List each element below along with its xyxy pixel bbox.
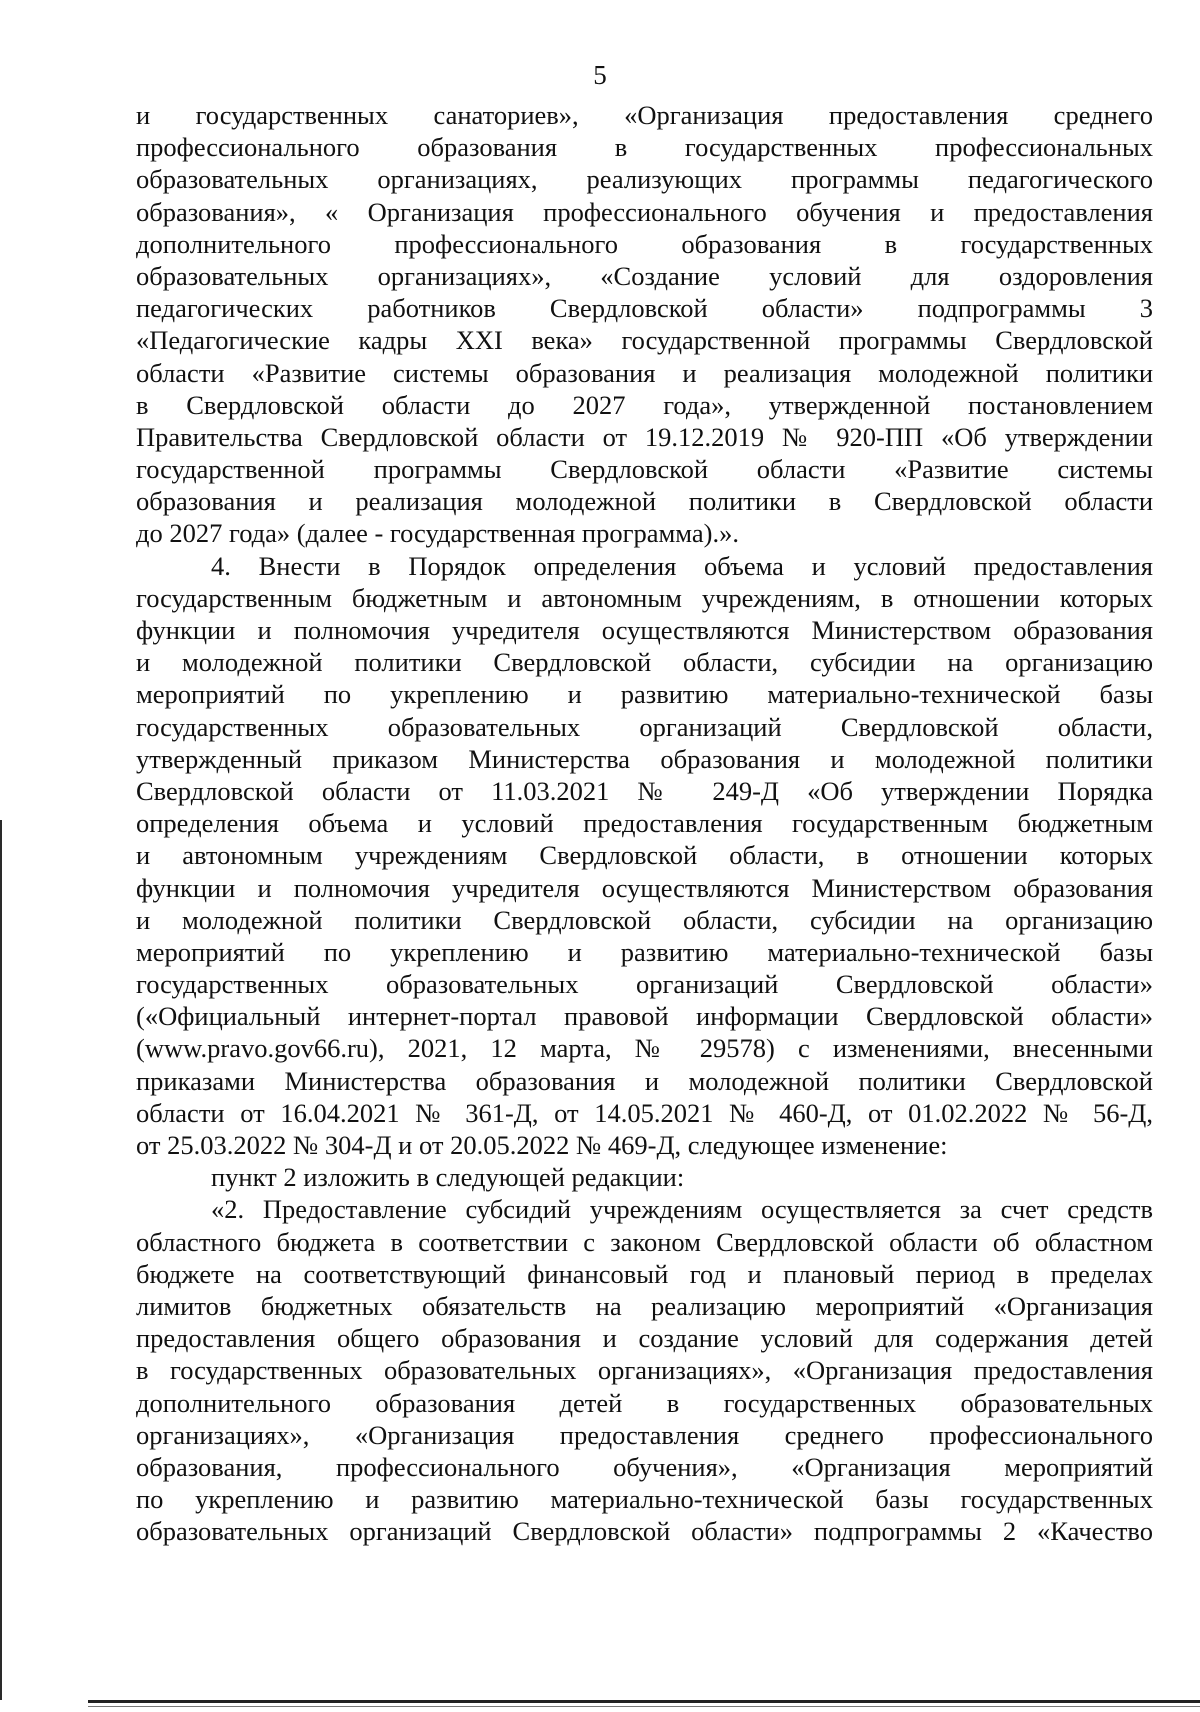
scan-left-edge (0, 820, 2, 1700)
text-line: от 25.03.2022 № 304-Д и от 20.05.2022 № 469-Д, следующее изменение: (136, 1130, 948, 1160)
text-line: дополнительного образования детей в государственных образовательных (136, 1387, 1153, 1418)
text-line: («Официальный интернет-портал правовой информации Свердловской области» (136, 1001, 1153, 1032)
page-number: 5 (593, 60, 607, 90)
text-line: в Свердловской области до 2027 года», утвержденной постановлением (136, 389, 1153, 420)
text-line: приказами Министерства образования и молодежной политики Свердловской (136, 1065, 1153, 1096)
text-line: мероприятий по укреплению и развитию материально-технической базы (136, 679, 1153, 710)
text-line: в государственных образовательных организациях», «Организация предоставления (136, 1355, 1153, 1386)
text-line: образования, профессионального обучения», «Организация мероприятий (136, 1451, 1153, 1482)
text-line: утвержденный приказом Министерства образования и молодежной политики (136, 743, 1153, 774)
text-line: функции и полномочия учредителя осуществляются Министерством образования (136, 872, 1153, 903)
text-line: области «Развитие системы образования и реализация молодежной политики (136, 357, 1153, 388)
text-line: педагогических работников Свердловской области» подпрограммы 3 (136, 293, 1153, 324)
text-line: и молодежной политики Свердловской области, субсидии на организацию (136, 647, 1153, 678)
paragraph-start-line: 4. Внести в Порядок определения объема и условий предоставления (211, 550, 1153, 581)
text-line: функции и полномочия учредителя осуществляются Министерством образования (136, 615, 1153, 645)
text-line: государственной программы Свердловской области «Развитие системы (136, 454, 1153, 485)
text-line: по укреплению и развитию материально-технической базы государственных (136, 1484, 1153, 1515)
text-line: бюджете на соответствующий финансовый год и плановый период в пределах (136, 1258, 1153, 1289)
text-line: дополнительного профессионального образования в государственных (136, 228, 1153, 259)
text-line: и автономным учреждениям Свердловской области, в отношении которых (136, 840, 1153, 871)
text-line: до 2027 года» (далее - государственная программа).». (136, 518, 739, 549)
text-line: лимитов бюджетных обязательств на реализацию мероприятий «Организация (136, 1290, 1153, 1321)
text-line: профессионального образования в государственных профессиональных (136, 132, 1153, 163)
text-line: (www.pravo.gov66.ru), 2021, 12 марта, № 29578) с изменениями, внесенными (136, 1033, 1153, 1064)
text-line: предоставления общего образования и создание условий для содержания детей (136, 1323, 1153, 1354)
text-line: Свердловской области от 11.03.2021 № 249-Д «Об утверждении Порядка (136, 775, 1153, 806)
text-line: определения объема и условий предоставления государственным бюджетным (136, 808, 1153, 839)
text-line: государственным бюджетным и автономным учреждениям, в отношении которых (136, 582, 1153, 613)
text-line: образования и реализация молодежной политики в Свердловской области (136, 486, 1153, 517)
text-line: организациях», «Организация предоставления среднего профессионального (136, 1419, 1153, 1450)
text-line: мероприятий по укреплению и развитию материально-технической базы (136, 936, 1153, 967)
text-line: образовательных организациях, реализующих программы педагогического (136, 164, 1153, 195)
document-body (136, 99, 1153, 1547)
paragraph-start-line: пункт 2 изложить в следующей редакции: (211, 1162, 685, 1193)
text-line: государственных образовательных организаций Свердловской области, (136, 711, 1153, 742)
text-line: образовательных организаций Свердловской области» подпрограммы 2 «Качество (136, 1516, 1153, 1547)
text-line: областного бюджета в соответствии с законом Свердловской области об областном (136, 1226, 1153, 1257)
text-line: и государственных санаториев», «Организация предоставления среднего (136, 100, 1153, 130)
scan-bottom-edge (88, 1700, 1200, 1703)
paragraph-start-line: «2. Предоставление субсидий учреждениям осуществляется за счет средств (211, 1194, 1153, 1225)
text-line: образовательных организациях», «Создание условий для оздоровления (136, 260, 1153, 291)
text-line: государственных образовательных организаций Свердловской области» (136, 969, 1153, 1000)
text-line: области от 16.04.2021 № 361-Д, от 14.05.2021 № 460-Д, от 01.02.2022 № 56-Д, (136, 1097, 1153, 1128)
text-line: и молодежной политики Свердловской области, субсидии на организацию (136, 904, 1153, 935)
scan-bottom-edge-shadow (88, 1706, 1200, 1707)
text-line: Правительства Свердловской области от 19.12.2019 № 920-ПП «Об утверждении (136, 421, 1153, 452)
text-line: образования», « Организация профессионального обучения и предоставления (136, 196, 1153, 227)
text-line: «Педагогические кадры XXI века» государственной программы Свердловской (136, 325, 1153, 356)
